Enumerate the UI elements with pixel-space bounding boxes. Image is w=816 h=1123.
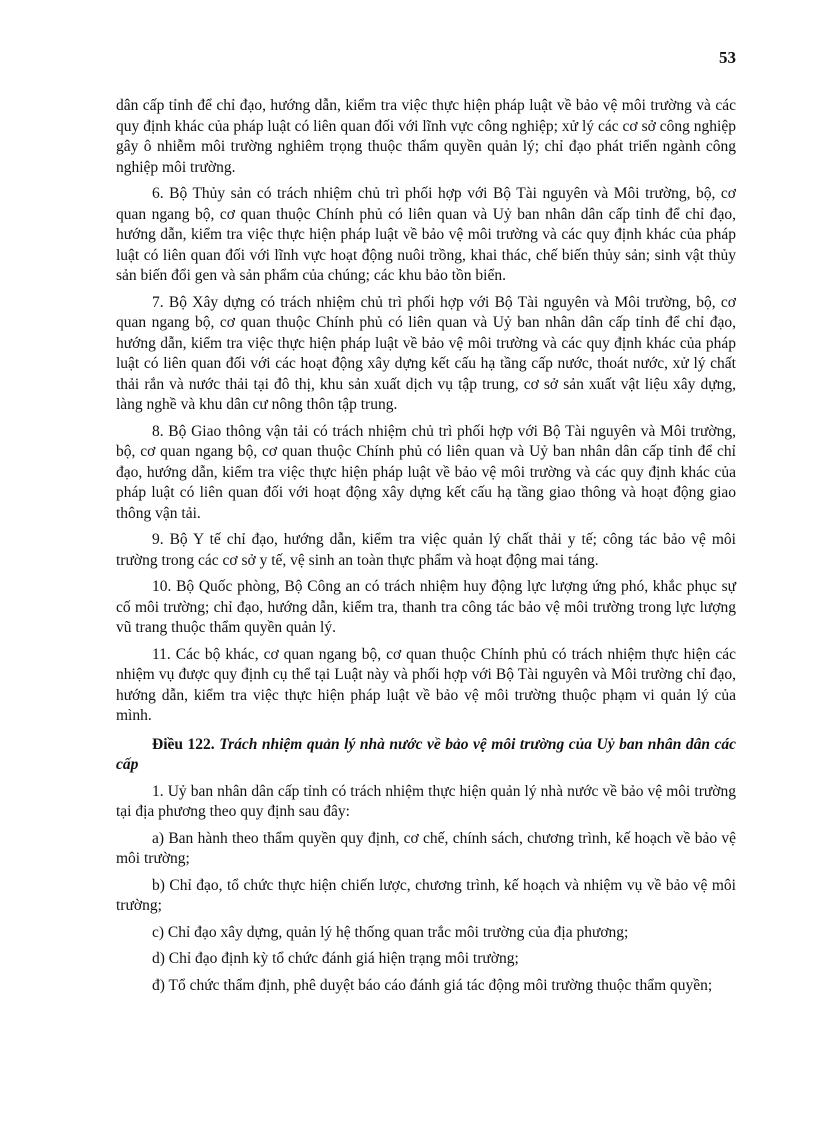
article-number: Điều 122. bbox=[152, 735, 215, 753]
page-number: 53 bbox=[719, 48, 736, 67]
paragraph-point-c: c) Chỉ đạo xây dựng, quản lý hệ thống quan trắc môi trường của địa phương; bbox=[152, 923, 629, 941]
paragraph-item-6: 6. Bộ Thủy sản có trách nhiệm chủ trì phối hợp với Bộ Tài nguyên và Môi trường, bộ, cơ quan ngang bộ, cơ quan thuộc Chính phủ có liên quan và Uỷ ban nhân dân cấp tỉnh để chỉ đạo, hướng dẫn, kiểm tra việc thực hiện pháp luật về bảo vệ môi trường và các quy định khác của pháp luật có liên quan đối với lĩnh vực hoạt động nuôi trồng, khai thác, chế biến thủy sản; sinh vật thủy sản biến đổi gen và sản phẩm của chúng; các khu bảo tồn biển. bbox=[116, 185, 736, 284]
paragraph-continued: dân cấp tỉnh để chỉ đạo, hướng dẫn, kiểm tra việc thực hiện pháp luật về bảo vệ môi trường và các quy định khác của pháp luật có liên quan đối với lĩnh vực công nghiệp; xử lý các cơ sở công nghiệp gây ô nhiễm môi trường nghiêm trọng thuộc thẩm quyền quản lý; chỉ đạo phát triển ngành công nghiệp môi trường. bbox=[116, 97, 736, 176]
article-title: Trách nhiệm quản lý nhà nước về bảo vệ môi trường của Uỷ ban nhân dân các cấp bbox=[116, 735, 737, 773]
paragraph-item-11: 11. Các bộ khác, cơ quan ngang bộ, cơ quan thuộc Chính phủ có trách nhiệm thực hiện các nhiệm vụ được quy định cụ thể tại Luật này và phối hợp với Bộ Tài nguyên và Môi trường chỉ đạo, hướng dẫn, kiểm tra việc thực hiện pháp luật về bảo vệ môi trường thuộc phạm vi quản lý của mình. bbox=[116, 645, 736, 724]
paragraph-item-8: 8. Bộ Giao thông vận tải có trách nhiệm chủ trì phối hợp với Bộ Tài nguyên và Môi trường, bộ, cơ quan ngang bộ, cơ quan thuộc Chính phủ có liên quan và Uỷ ban nhân dân cấp tỉnh để chỉ đạo, hướng dẫn, kiểm tra việc thực hiện pháp luật về bảo vệ môi trường và các quy định khác của pháp luật có liên quan đối với hoạt động xây dựng kết cấu hạ tầng giao thông và hoạt động giao thông vận tải. bbox=[116, 422, 736, 522]
paragraph-item-10: 10. Bộ Quốc phòng, Bộ Công an có trách nhiệm huy động lực lượng ứng phó, khắc phục sự cố môi trường; chỉ đạo, hướng dẫn, kiểm tra, thanh tra công tác bảo vệ môi trường trong lực lượng vũ trang thuộc thẩm quyền quản lý. bbox=[116, 578, 736, 636]
paragraph-item-7: 7. Bộ Xây dựng có trách nhiệm chủ trì phối hợp với Bộ Tài nguyên và Môi trường, bộ, cơ quan ngang bộ, cơ quan thuộc Chính phủ có liên quan và Uỷ ban nhân dân cấp tỉnh để chỉ đạo, hướng dẫn, kiểm tra việc thực hiện pháp luật về bảo vệ môi trường và các quy định khác của pháp luật có liên quan đối với các hoạt động xây dựng kết cấu hạ tầng cấp nước, thoát nước, xử lý chất thải rắn và nước thải tại đô thị, khu sản xuất dịch vụ tập trung, cơ sở sản xuất vật liệu xây dựng, làng nghề và khu dân cư nông thôn tập trung. bbox=[116, 293, 736, 413]
article-heading bbox=[116, 735, 736, 776]
paragraph-point-d: d) Chỉ đạo định kỳ tổ chức đánh giá hiện trạng môi trường; bbox=[152, 950, 519, 967]
paragraph-item-9: 9. Bộ Y tế chỉ đạo, hướng dẫn, kiểm tra việc quản lý chất thải y tế; công tác bảo vệ môi trường trong các cơ sở y tế, vệ sinh an toàn thực phẩm và hoạt động mai táng. bbox=[116, 531, 736, 569]
paragraph-point-a: a) Ban hành theo thẩm quyền quy định, cơ chế, chính sách, chương trình, kế hoạch về bảo vệ môi trường; bbox=[116, 829, 736, 867]
paragraph-clause-1: 1. Uỷ ban nhân dân cấp tỉnh có trách nhiệm thực hiện quản lý nhà nước về bảo vệ môi trường tại địa phương theo quy định sau đây: bbox=[116, 782, 736, 820]
document-body bbox=[116, 96, 736, 1002]
paragraph-point-b: b) Chỉ đạo, tổ chức thực hiện chiến lược, chương trình, kế hoạch và nhiệm vụ về bảo vệ môi trường; bbox=[116, 876, 736, 914]
paragraph-point-dd: đ) Tổ chức thẩm định, phê duyệt báo cáo đánh giá tác động môi trường thuộc thẩm quyền; bbox=[152, 976, 713, 994]
